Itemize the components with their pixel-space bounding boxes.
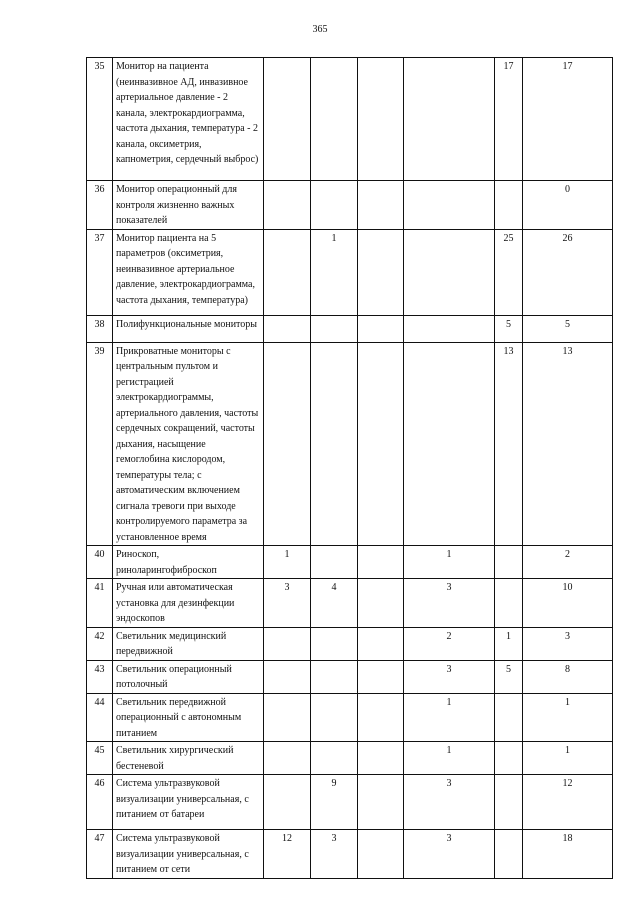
quantity-cell — [311, 627, 358, 660]
quantity-cell — [495, 579, 523, 628]
quantity-cell — [358, 693, 404, 742]
row-number: 38 — [87, 315, 113, 342]
quantity-cell — [264, 342, 311, 546]
equipment-name: Полифункциональные мониторы — [113, 315, 264, 342]
total-cell: 17 — [523, 58, 613, 181]
quantity-cell — [495, 775, 523, 830]
quantity-cell — [404, 181, 495, 230]
quantity-cell — [358, 830, 404, 879]
total-cell: 2 — [523, 546, 613, 579]
table-row — [87, 579, 613, 628]
quantity-cell: 1 — [495, 627, 523, 660]
equipment-name: Система ультразвуковой визуализации универсальная, с питанием от сети — [113, 830, 264, 879]
equipment-name: Светильник медицинский передвижной — [113, 627, 264, 660]
row-number: 44 — [87, 693, 113, 742]
quantity-cell — [404, 229, 495, 315]
row-number: 40 — [87, 546, 113, 579]
table-row — [87, 58, 613, 181]
quantity-cell: 1 — [404, 546, 495, 579]
equipment-name: Светильник передвижной операционный с автономным питанием — [113, 693, 264, 742]
row-number: 47 — [87, 830, 113, 879]
total-cell: 3 — [523, 627, 613, 660]
quantity-cell — [495, 830, 523, 879]
row-number: 41 — [87, 579, 113, 628]
quantity-cell — [264, 181, 311, 230]
quantity-cell: 5 — [495, 315, 523, 342]
quantity-cell — [495, 546, 523, 579]
quantity-cell — [311, 660, 358, 693]
table-row — [87, 181, 613, 230]
quantity-cell: 3 — [311, 830, 358, 879]
table-row — [87, 775, 613, 830]
quantity-cell — [264, 775, 311, 830]
quantity-cell — [358, 546, 404, 579]
quantity-cell — [264, 229, 311, 315]
quantity-cell — [495, 181, 523, 230]
quantity-cell: 12 — [264, 830, 311, 879]
total-cell: 13 — [523, 342, 613, 546]
quantity-cell — [311, 742, 358, 775]
table-row — [87, 229, 613, 315]
quantity-cell — [404, 58, 495, 181]
quantity-cell — [264, 627, 311, 660]
total-cell: 8 — [523, 660, 613, 693]
equipment-name: Светильник хирургический бестеневой — [113, 742, 264, 775]
row-number: 36 — [87, 181, 113, 230]
quantity-cell — [264, 742, 311, 775]
row-number: 35 — [87, 58, 113, 181]
quantity-cell — [404, 342, 495, 546]
quantity-cell: 17 — [495, 58, 523, 181]
equipment-name: Риноскоп, риноларингофиброскоп — [113, 546, 264, 579]
table-row — [87, 546, 613, 579]
total-cell: 1 — [523, 693, 613, 742]
table-row — [87, 342, 613, 546]
quantity-cell — [264, 693, 311, 742]
total-cell: 12 — [523, 775, 613, 830]
table-row — [87, 315, 613, 342]
quantity-cell — [264, 315, 311, 342]
quantity-cell: 13 — [495, 342, 523, 546]
total-cell: 26 — [523, 229, 613, 315]
quantity-cell: 1 — [404, 742, 495, 775]
quantity-cell: 1 — [264, 546, 311, 579]
table-row — [87, 742, 613, 775]
quantity-cell — [358, 58, 404, 181]
equipment-table — [86, 57, 613, 879]
quantity-cell — [495, 693, 523, 742]
equipment-name: Монитор операционный для контроля жизненно важных показателей — [113, 181, 264, 230]
row-number: 43 — [87, 660, 113, 693]
quantity-cell — [264, 660, 311, 693]
quantity-cell: 4 — [311, 579, 358, 628]
equipment-name: Ручная или автоматическая установка для дезинфекции эндоскопов — [113, 579, 264, 628]
quantity-cell — [404, 315, 495, 342]
equipment-name: Прикроватные мониторы с центральным пультом и регистрацией электрокардиограммы, артериального давления, частоты сердечных сокращений, частоты дыхания, насыщение гемоглобина кислородом, температуры тела; с автоматическим включением сигнала тревоги при выходе контролируемого параметра за установленное время — [113, 342, 264, 546]
quantity-cell — [358, 342, 404, 546]
quantity-cell: 9 — [311, 775, 358, 830]
quantity-cell: 25 — [495, 229, 523, 315]
quantity-cell — [358, 775, 404, 830]
quantity-cell — [311, 546, 358, 579]
quantity-cell — [311, 181, 358, 230]
total-cell: 18 — [523, 830, 613, 879]
row-number: 46 — [87, 775, 113, 830]
equipment-name: Система ультразвуковой визуализации универсальная, с питанием от батареи — [113, 775, 264, 830]
quantity-cell — [495, 742, 523, 775]
quantity-cell: 3 — [404, 579, 495, 628]
table-row — [87, 627, 613, 660]
table-row — [87, 830, 613, 879]
quantity-cell — [358, 181, 404, 230]
quantity-cell: 3 — [404, 660, 495, 693]
quantity-cell — [311, 315, 358, 342]
quantity-cell: 3 — [264, 579, 311, 628]
quantity-cell: 3 — [404, 775, 495, 830]
row-number: 39 — [87, 342, 113, 546]
quantity-cell: 5 — [495, 660, 523, 693]
quantity-cell: 2 — [404, 627, 495, 660]
quantity-cell — [358, 660, 404, 693]
quantity-cell: 3 — [404, 830, 495, 879]
quantity-cell: 1 — [404, 693, 495, 742]
quantity-cell — [358, 315, 404, 342]
quantity-cell — [264, 58, 311, 181]
equipment-name: Светильник операционный потолочный — [113, 660, 264, 693]
row-number: 42 — [87, 627, 113, 660]
row-number: 37 — [87, 229, 113, 315]
quantity-cell: 1 — [311, 229, 358, 315]
row-number: 45 — [87, 742, 113, 775]
quantity-cell — [358, 229, 404, 315]
table-row — [87, 660, 613, 693]
total-cell: 0 — [523, 181, 613, 230]
quantity-cell — [358, 627, 404, 660]
equipment-name: Монитор пациента на 5 параметров (оксиметрия, неинвазивное артериальное давление, электрокардиограмма, частота дыхания, температура) — [113, 229, 264, 315]
equipment-name: Монитор на пациента (неинвазивное АД, инвазивное артериальное давление - 2 канала, электрокардиограмма, частота дыхания, температура - 2 канала, оксиметрия, капнометрия, сердечный выброс) — [113, 58, 264, 181]
page-number: 365 — [312, 24, 328, 35]
quantity-cell — [311, 342, 358, 546]
total-cell: 1 — [523, 742, 613, 775]
quantity-cell — [358, 742, 404, 775]
quantity-cell — [311, 693, 358, 742]
table-row — [87, 693, 613, 742]
table-body — [87, 58, 613, 879]
total-cell: 5 — [523, 315, 613, 342]
quantity-cell — [311, 58, 358, 181]
total-cell: 10 — [523, 579, 613, 628]
quantity-cell — [358, 579, 404, 628]
